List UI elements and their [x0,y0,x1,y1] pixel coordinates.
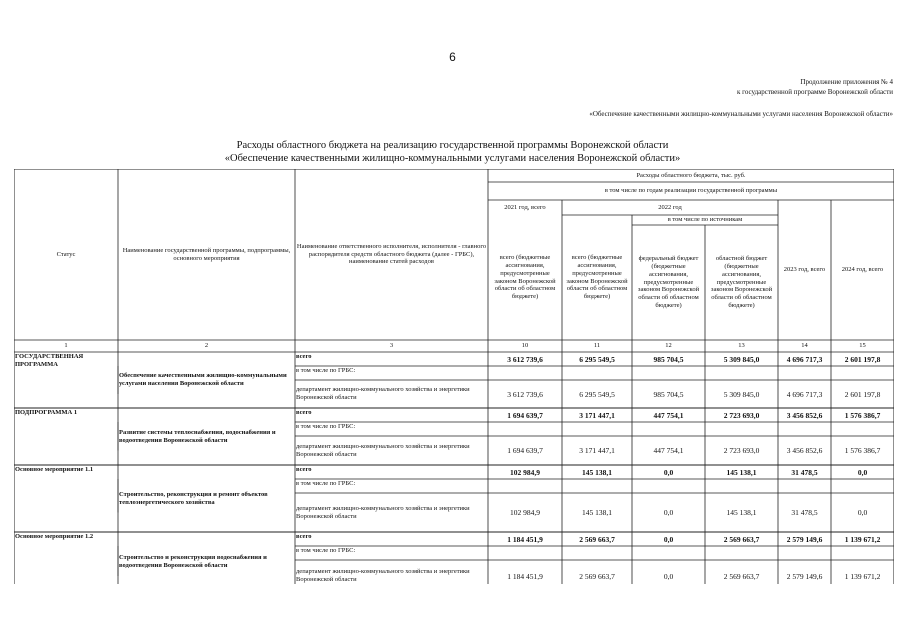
row-value [705,366,778,380]
row-value: 145 138,1 [582,508,612,517]
header-by-years: в том числе по годам реализации государственной программы [604,187,778,195]
row-value: 4 696 717,3 [786,389,823,399]
header-by-sources: в том числе по источникам [667,216,743,224]
row-value: 6 295 549,5 [579,354,615,364]
header-col-2022-total: всего (бюджетные ассигнования, предусмотренные законом Воронежской области об областном бюджете) [566,254,628,301]
row-label: департамент жилищно-коммунального хозяйства и энергетики Воронежской области [296,568,470,583]
row-value: 3 612 739,6 [507,354,543,364]
row-value: 1 576 386,7 [844,446,881,455]
header-status: Статус [56,250,76,258]
header-year-2022: 2022 год [658,203,682,211]
continuation-line-2: к государственной программе Воронежской области [736,88,893,96]
row-value [831,422,894,436]
row-value: 6 295 549,5 [579,389,615,399]
row-value: 5 309 845,0 [723,389,760,399]
row-value [705,479,778,493]
row-value: 3 171 447,1 [579,446,615,455]
page-number: 6 [449,50,456,64]
row-label: в том числе по ГРБС: [296,367,356,374]
row-value: 0,0 [663,571,674,581]
row-value: 3 171 447,1 [579,410,615,420]
row-value: 31 478,5 [791,508,818,517]
row-value: 5 309 845,0 [723,354,760,364]
row-value: 0,0 [663,534,674,544]
row-value: 1 139 671,2 [844,571,881,581]
row-value: 2 569 663,7 [579,571,615,581]
header-year-2021: 2021 год, всего [504,203,546,211]
row-value: 4 696 717,3 [786,354,823,364]
row-value [778,546,831,560]
row-value [705,546,778,560]
block-name: Развитие системы теплоснабжения, водоснабжения и водоотведения Воронежской области [119,428,276,444]
column-number-3: 3 [389,342,394,350]
row-value [632,479,705,493]
column-number-13: 13 [738,342,745,350]
row-value: 2 579 149,6 [786,571,823,581]
header-col-2023: 2023 год, всего [783,266,826,274]
row-value: 1 576 386,7 [844,410,881,420]
row-label: департамент жилищно-коммунального хозяйства и энергетики Воронежской области [296,386,470,401]
row-label: всего [296,533,312,540]
block-status: ГОСУДАРСТВЕННАЯ ПРОГРАММА [15,353,84,368]
column-number-12: 12 [665,342,672,350]
row-value [705,422,778,436]
row-value: 0,0 [663,467,674,477]
row-label: всего [296,409,312,416]
row-value [831,479,894,493]
row-value [562,546,632,560]
row-value [562,366,632,380]
header-executor: Наименование ответственного исполнителя, исполнителя - главного распорядителя средств областного бюджета (далее - ГРБС), наименование статей расходов [296,242,487,266]
column-number-10: 10 [521,342,529,350]
row-value: 1 184 451,9 [507,534,543,544]
row-value: 1 694 639,7 [507,410,543,420]
row-value: 3 456 852,6 [786,446,823,455]
row-value: 985 704,5 [653,354,684,364]
row-value [488,422,562,436]
row-value [488,479,562,493]
block-name: Строительство и реконструкция водоснабжения и водоотведения Воронежской области [119,554,267,569]
row-value: 0,0 [663,508,674,517]
row-value: 2 723 693,0 [723,410,760,420]
block-name: Обеспечение качественными жилищно-коммунальными услугами населения Воронежской области [119,372,287,387]
row-value: 102 984,9 [510,467,540,477]
row-label: в том числе по ГРБС: [296,423,356,430]
block-status: Основное мероприятие 1.1 [15,466,94,473]
column-number-14: 14 [801,342,808,350]
column-number-15: 15 [859,342,866,350]
row-value [562,422,632,436]
row-value: 2 569 663,7 [579,534,615,544]
row-value: 1 184 451,9 [507,571,543,581]
row-value [632,546,705,560]
row-label: всего [296,353,312,360]
row-label: в том числе по ГРБС: [296,480,356,487]
row-value: 145 138,1 [726,508,757,517]
row-value [778,366,831,380]
row-value [831,366,894,380]
header-col-regional: областной бюджет (бюджетные ассигнования, предусмотренные законом Воронежской области об областном бюджете) [710,255,773,309]
row-value [488,366,562,380]
row-value [562,479,632,493]
document-title-line-1: Расходы областного бюджета на реализацию государственной программы Воронежской области [236,140,669,151]
column-number-11: 11 [593,342,601,350]
block-name: Строительство, реконструкция и ремонт объектов теплоэнергетического хозяйства [119,490,268,506]
row-value: 1 139 671,2 [844,534,881,544]
continuation-line-3: «Обеспечение качественными жилищно-коммунальными услугами населения Воронежской области» [589,110,893,118]
column-number-2: 2 [204,342,209,350]
column-number-1: 1 [64,342,68,350]
row-value: 3 456 852,6 [786,410,823,420]
row-value: 985 704,5 [653,389,684,399]
header-expenses: Расходы областного бюджета, тыс. руб. [636,171,746,179]
row-value: 2 579 149,6 [786,534,823,544]
row-value: 102 984,9 [510,508,540,517]
row-value: 1 694 639,7 [507,446,543,455]
header-col-2024: 2024 год, всего [841,266,884,274]
row-value: 145 138,1 [582,467,612,477]
row-value [488,546,562,560]
row-value: 31 478,5 [791,467,818,477]
row-value [778,422,831,436]
row-label: департамент жилищно-коммунального хозяйства и энергетики Воронежской области [296,504,470,520]
row-label: в том числе по ГРБС: [296,547,356,554]
row-value: 447 754,1 [653,410,684,420]
header-program-name: Наименование государственной программы, подпрограммы, основного мероприятия [122,246,291,262]
row-label: всего [296,466,312,473]
row-value: 2 723 693,0 [723,446,760,455]
row-value: 2 601 197,8 [844,354,881,364]
row-value [831,546,894,560]
row-value: 0,0 [857,508,868,517]
document-title-line-2: «Обеспечение качественными жилищно-коммунальными услугами населения Воронежской области» [224,153,681,164]
continuation-line-1: Продолжение приложения № 4 [800,78,893,86]
row-value: 3 612 739,6 [507,389,543,399]
header-col-federal: федеральный бюджет (бюджетные ассигнования, предусмотренные законом Воронежской области об областном бюджете) [637,255,700,309]
row-value: 2 601 197,8 [844,389,881,399]
row-value: 2 569 663,7 [723,534,760,544]
block-status: Основное мероприятие 1.2 [15,533,94,540]
row-value: 145 138,1 [726,467,757,477]
row-label: департамент жилищно-коммунального хозяйства и энергетики Воронежской области [296,442,470,458]
row-value [632,366,705,380]
row-value [632,422,705,436]
block-status: ПОДПРОГРАММА 1 [15,409,78,416]
row-value: 0,0 [857,467,868,477]
row-value: 447 754,1 [653,446,684,455]
row-value [778,479,831,493]
header-col-2021-total: всего (бюджетные ассигнования, предусмотренные законом Воронежской области об областном бюджете) [494,254,556,301]
row-value: 2 569 663,7 [723,571,760,581]
